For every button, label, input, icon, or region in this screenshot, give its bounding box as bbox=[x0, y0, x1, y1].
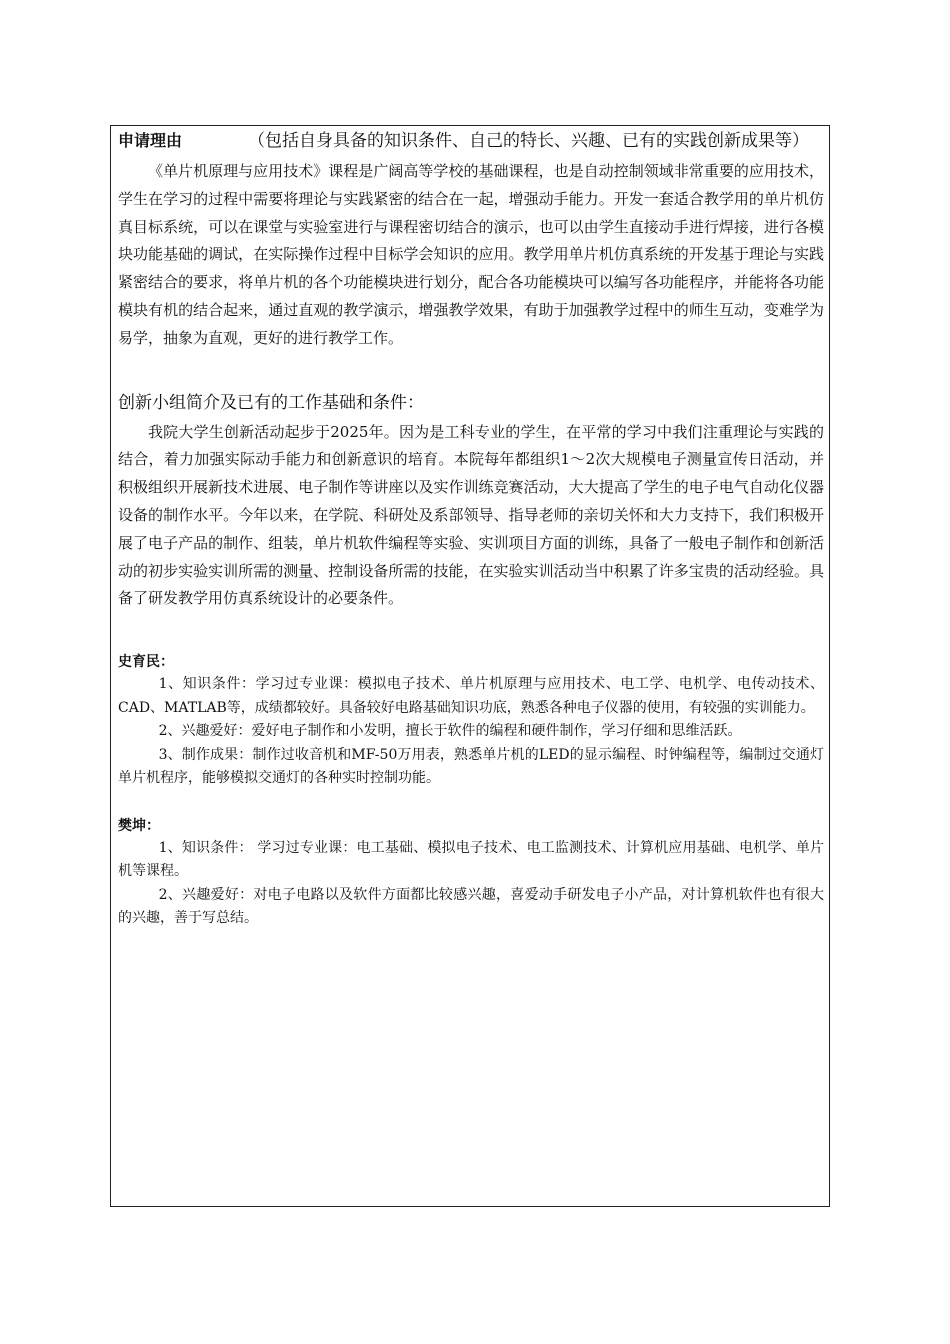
member-item: 2、兴趣爱好：对电子电路以及软件方面都比较感兴趣，喜爱动手研发电子小产品，对计算机软件也有很大的兴趣，善于写总结。 bbox=[118, 886, 824, 927]
intro-paragraph: 《单片机原理与应用技术》课程是广阔高等学校的基础课程，也是自动控制领域非常重要的应用技术，学生在学习的过程中需要将理论与实践紧密的结合在一起，增强动手能力。开发一套适合教学用的单片机仿真目标系统，可以在课堂与实验室进行与课程密切结合的演示，也可以由学生直接动手进行焊接，进行各模块功能基础的调试，在实际操作过程中目标学会知识的应用。教学用单片机仿真系统的开发基于理论与实践紧密结合的要求，将单片机的各个功能模块进行划分，配合各功能模块可以编写各功能程序，并能将各功能模块有机的结合起来，通过直观的教学演示，增强教学效果，有助于加强教学过程中的师生互动，变难学为易学，抽象为直观，更好的进行教学工作。 bbox=[118, 162, 824, 347]
member-item: 1、知识条件：学习过专业课：模拟电子技术、单片机原理与应用技术、电工学、电机学、电传动技术、CAD、MATLAB等，成绩都较好。具备较好电路基础知识功底，熟悉各种电子仪器的使用，有较强的实训能力。 bbox=[118, 676, 824, 716]
member-name: 史育民： bbox=[118, 654, 174, 671]
member-item: 1、知识条件： 学习过专业课：电工基础、模拟电子技术、电工监测技术、计算机应用基础、电机学、单片机等课程。 bbox=[118, 839, 824, 880]
section-title: 申请理由 bbox=[118, 131, 183, 150]
member-name: 樊坤： bbox=[118, 817, 160, 834]
form-content bbox=[118, 127, 824, 931]
section-subtitle: （包括自身具备的知识条件、自己的特长、兴趣、已有的实践创新成果等） bbox=[248, 131, 810, 151]
member-item: 3、制作成果：制作过收音机和MF-50万用表，熟悉单片机的LED的显示编程、时钟编程等，编制过交通灯单片机程序，能够模拟交通灯的各种实时控制功能。 bbox=[118, 746, 824, 787]
member-item: 2、兴趣爱好：爱好电子制作和小发明，擅长于软件的编程和硬件制作，学习仔细和思维活跃。 bbox=[158, 723, 742, 740]
team-heading: 创新小组简介及已有的工作基础和条件： bbox=[118, 392, 424, 413]
section-header bbox=[118, 127, 824, 155]
team-paragraph: 我院大学生创新活动起步于2025年。因为是工科专业的学生，在平常的学习中我们注重理论与实践的结合，着力加强实际动手能力和创新意识的培育。本院每年都组织1～2次大规模电子测量宣传日活动，并积极组织开展新技术进展、电子制作等讲座以及实作训练竞赛活动，大大提高了学生的电子电气自动化仪器设备的制作水平。今年以来，在学院、科研处及系部领导、指导老师的亲切关怀和大力支持下，我们积极开展了电子产品的制作、组装，单片机软件编程等实验、实训项目方面的训练，具备了一般电子制作和创新活动的初步实验实训所需的测量、控制设备所需的技能，在实验实训活动当中积累了许多宝贵的活动经验。具备了研发教学用仿真系统设计的必要条件。 bbox=[118, 422, 824, 608]
